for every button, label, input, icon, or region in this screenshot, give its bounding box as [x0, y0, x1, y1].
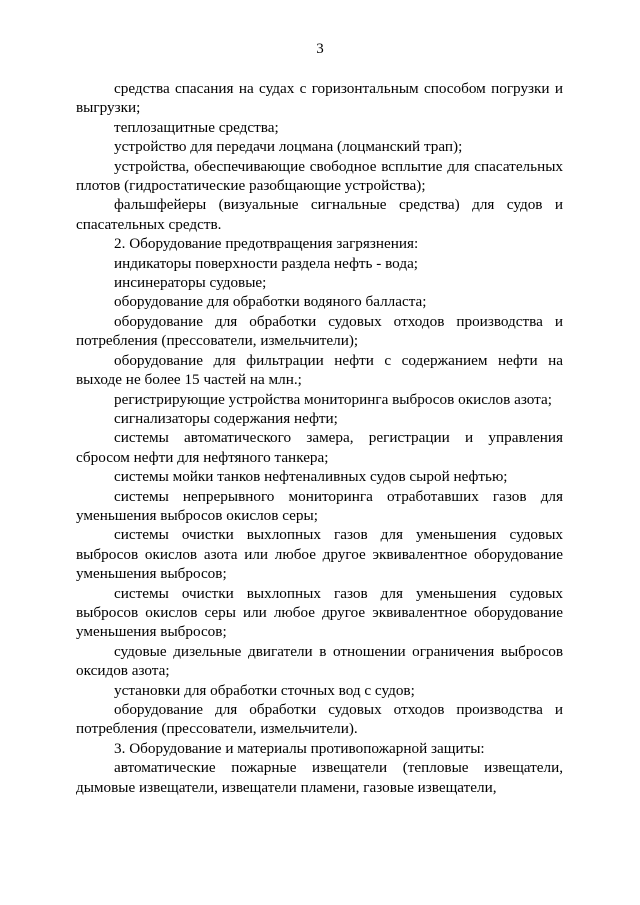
paragraph: автоматические пожарные извещатели (тепловые извещатели, дымовые извещатели, извещатели пламени, газовые извещатели, [76, 759, 563, 796]
paragraph: системы очистки выхлопных газов для уменьшения судовых выбросов окислов азота или любое другое эквивалентное оборудование уменьшения выбросов; [76, 526, 563, 583]
paragraph: фальшфейеры (визуальные сигнальные средства) для судов и спасательных средств. [76, 196, 563, 233]
paragraph: регистрирующие устройства мониторинга выбросов окислов азота; [114, 390, 552, 408]
section-heading: 2. Оборудование предотвращения загрязнения: [114, 235, 419, 253]
paragraph: установки для обработки сточных вод с судов; [114, 681, 415, 699]
paragraph: устройства, обеспечивающие свободное всплытие для спасательных плотов (гидростатические разобщающие устройства); [76, 157, 563, 195]
paragraph: системы непрерывного мониторинга отработавших газов для уменьшения выбросов окислов серы; [76, 487, 563, 524]
paragraph: оборудование для обработки водяного балласта; [114, 293, 427, 311]
paragraph: системы автоматического замера, регистрации и управления сбросом нефти для нефтяного танкера; [76, 429, 563, 466]
section-heading: 3. Оборудование и материалы противопожарной защиты: [114, 739, 485, 757]
page-number: 3 [316, 41, 324, 57]
paragraph: средства спасания на судах с горизонтальным способом погрузки и выгрузки; [76, 80, 563, 117]
paragraph: системы очистки выхлопных газов для уменьшения судовых выбросов окислов серы или любое другое эквивалентное оборудование уменьшения выбросов; [76, 584, 563, 641]
paragraph: устройство для передачи лоцмана (лоцманский трап); [114, 138, 463, 156]
paragraph: оборудование для обработки судовых отходов производства и потребления (прессователи, измельчители). [76, 701, 563, 738]
paragraph: теплозащитные средства; [114, 118, 279, 136]
paragraph: системы мойки танков нефтеналивных судов сырой нефтью; [114, 468, 508, 486]
paragraph: судовые дизельные двигатели в отношении ограничения выбросов оксидов азота; [76, 642, 563, 680]
paragraph: сигнализаторы содержания нефти; [114, 409, 338, 427]
document-body [76, 79, 563, 797]
paragraph: оборудование для фильтрации нефти с содержанием нефти на выходе не более 15 частей на млн.; [76, 351, 563, 389]
paragraph: индикаторы поверхности раздела нефть - вода; [114, 254, 419, 272]
paragraph: инсинераторы судовые; [114, 274, 267, 292]
paragraph: оборудование для обработки судовых отходов производства и потребления (прессователи, измельчители); [76, 312, 563, 350]
